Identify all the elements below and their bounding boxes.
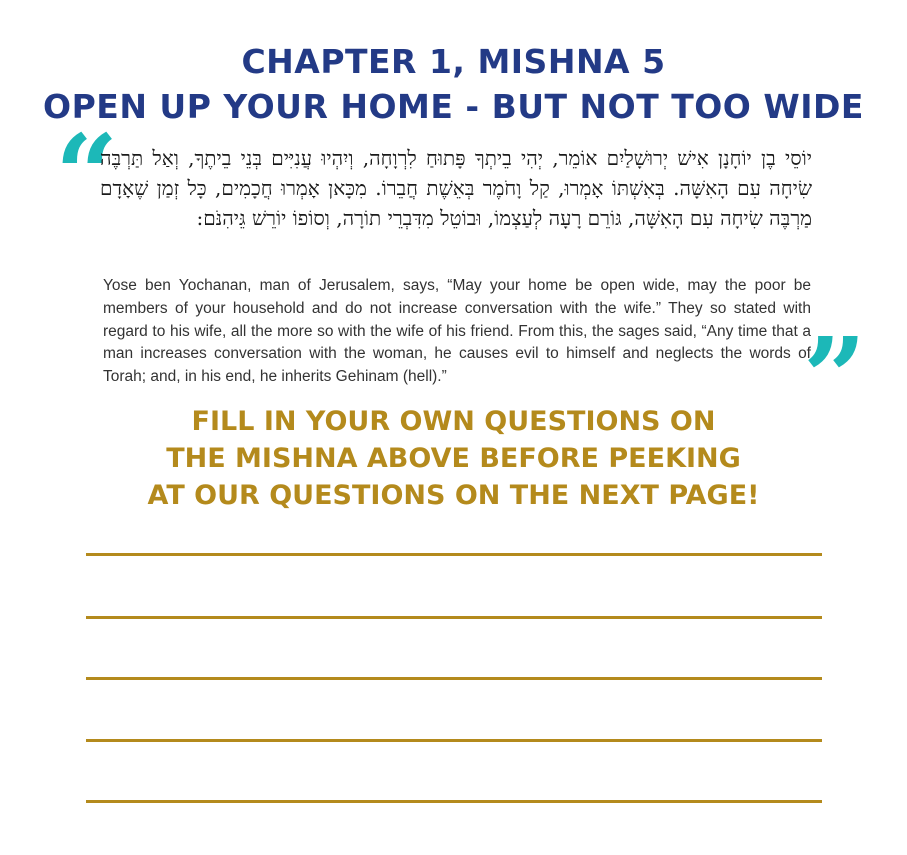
answer-line-1[interactable] <box>86 553 822 556</box>
answer-line-4[interactable] <box>86 739 822 742</box>
close-quote-icon: ” <box>803 313 853 442</box>
answer-line-3[interactable] <box>86 677 822 680</box>
instructions-heading <box>0 403 907 514</box>
chapter-title: CHAPTER 1, MISHNA 5 <box>241 42 666 81</box>
answer-line-2[interactable] <box>86 616 822 619</box>
instructions-line-3: AT OUR QUESTIONS ON THE NEXT PAGE! <box>147 480 760 511</box>
instructions-line-1: FILL IN YOUR OWN QUESTIONS ON <box>191 406 716 437</box>
answer-line-5[interactable] <box>86 800 822 803</box>
mishna-subtitle: OPEN UP YOUR HOME - BUT NOT TOO WIDE <box>43 87 864 126</box>
hebrew-mishna-text: יוֹסֵי בֶן יוֹחָנָן אִישׁ יְרוּשָׁלַיִם אוֹמֵר, יְהִי בֵיתְךָ פָּתוּחַ לִרְוָחָה, וְיִהְיוּ עֲנִיִּים בְּנֵי בֵיתֶךָ, וְאַל תַּרְבֶּה שִׂיחָה עִם הָאִשָּׁה. בְּאִשְׁתּוֹ אָמְרוּ, קַל וָחֹמֶר בְּאֵשֶׁת חֲבֵרוֹ. מִכָּאן אָמְרוּ חֲכָמִים, כָּל זְמַן שֶׁאָדָם מַרְבֶּה שִׂיחָה עִם הָאִשָּׁה, גּוֹרֵם רָעָה לְעַצְמוֹ, וּבוֹטֵל מִדִּבְרֵי תוֹרָה, וְסוֹפוֹ יוֹרֵשׁ גֵּיהִנֹּם: <box>100 146 812 230</box>
english-translation: Yose ben Yochanan, man of Jerusalem, says, “May your home be open wide, may the poor be members of your household and do not increase conversation with the wife.” They so stated with regard to his wife, all the more so with the wife of his friend. From this, the sages said, “Any time that a man increases conversation with the woman, he causes evil to himself and neglects the words of Torah; and, in his end, he inherits Gehinam (hell).” <box>103 277 811 386</box>
open-quote-icon: “ <box>55 110 105 239</box>
instructions-line-2: THE MISHNA ABOVE BEFORE PEEKING <box>166 443 741 474</box>
